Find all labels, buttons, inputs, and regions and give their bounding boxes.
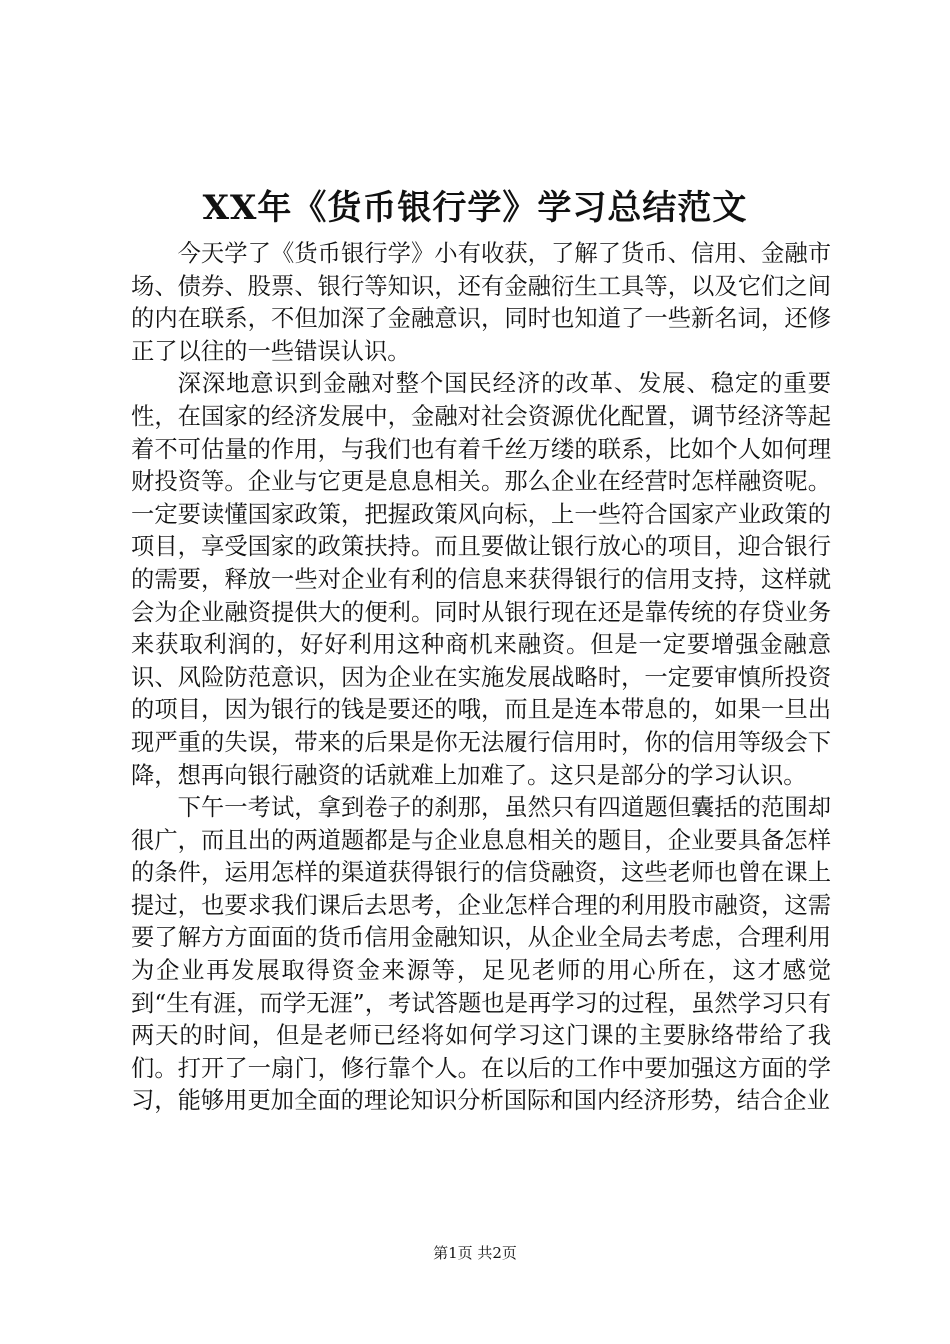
paragraph-3: 下午一考试，拿到卷子的刹那，虽然只有四道题但囊括的范围却很广，而且出的两道题都是与企业息息相关的题目，企业要具备怎样的条件，运用怎样的渠道获得银行的信贷融资，这些老师也曾在课上提过，也要求我们课后去思考，企业怎样合理的利用股市融资，这需要了解方方面面的货币信用金融知识，从企业全局去考虑，合理利用为企业再发展取得资金来源等，足见老师的用心所在，这才感觉到“生有涯，而学无涯”，考试答题也是再学习的过程，虽然学习只有两天的时间，但是老师已经将如何学习这门课的主要脉络带给了我们。打开了一扇门，修行靠个人。在以后的工作中要加强这方面的学习，能够用更加全面的理论知识分析国际和国内经济形势，结合企业 bbox=[131, 794, 831, 1115]
page-number-footer: 第1页 共2页 bbox=[433, 1244, 517, 1262]
paragraph-2: 深深地意识到金融对整个国民经济的改革、发展、稳定的重要性，在国家的经济发展中，金融对社会资源优化配置，调节经济等起着不可估量的作用，与我们也有着千丝万缕的联系，比如个人如何理财投资等。企业与它更是息息相关。那么企业在经营时怎样融资呢。一定要读懂国家政策，把握政策风向标，上一些符合国家产业政策的项目，享受国家的政策扶持。而且要做让银行放心的项目，迎合银行的需要，释放一些对企业有利的信息来获得银行的信用支持，这样就会为企业融资提供大的便利。同时从银行现在还是靠传统的存贷业务来获取利润的，好好利用这种商机来融资。但是一定要增强金融意识、风险防范意识，因为企业在实施发展战略时，一定要审慎所投资的项目，因为银行的钱是要还的哦，而且是连本带息的，如果一旦出现严重的失误，带来的后果是你无法履行信用时，你的信用等级会下降，想再向银行融资的话就难上加难了。这只是部分的学习认识。 bbox=[131, 370, 831, 789]
document-body bbox=[131, 238, 831, 1118]
document-title: XX年《货币银行学》学习总结范文 bbox=[202, 188, 748, 228]
paragraph-1: 今天学了《货币银行学》小有收获，了解了货币、信用、金融市场、债券、股票、银行等知识，还有金融衍生工具等，以及它们之间的内在联系，不但加深了金融意识，同时也知道了一些新名词，还修正了以往的一些错误认识。 bbox=[131, 240, 831, 365]
